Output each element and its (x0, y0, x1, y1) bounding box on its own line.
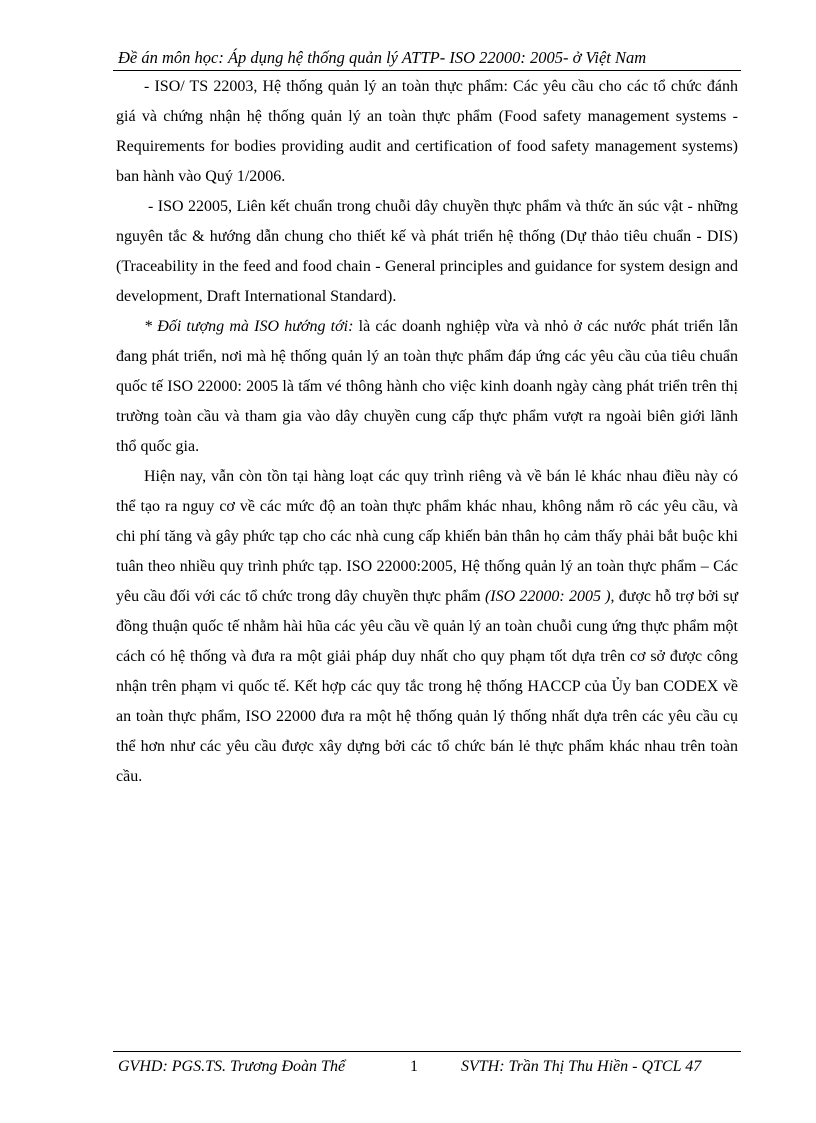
target-audience-heading: * Đối tượng mà ISO hướng tới: (144, 318, 354, 335)
paragraph-current-situation (116, 462, 738, 792)
footer-divider (113, 1051, 741, 1052)
page-number: 1 (410, 1058, 418, 1075)
paragraph-iso-22005: - ISO 22005, Liên kết chuẩn trong chuỗi dây chuyền thực phẩm và thức ăn súc vật - những nguyên tắc & hướng dẫn chung cho thiết kế và phát triển hệ thống (Dự thảo tiêu chuẩn - DIS) (Traceability in the feed and food chain - General principles and guidance for system design and development, Draft International Standard). (116, 198, 738, 305)
paragraph-iso-ts-22003: - ISO/ TS 22003, Hệ thống quản lý an toàn thực phẩm: Các yêu cầu cho các tổ chức đánh giá và chứng nhận hệ thống quản lý an toàn thực phẩm (Food safety management systems - Requirements for bodies providing audit and certification of food safety management systems) ban hành vào Quý 1/2006. (116, 78, 738, 185)
situation-text-part1: Hiện nay, vẫn còn tồn tại hàng loạt các quy trình riêng và về bán lẻ khác nhau điều này có thể tạo ra nguy cơ về các mức độ an toàn thực phẩm khác nhau, không nắm rõ các yêu cầu, và chi phí tăng và gây phức tạp cho các nhà cung cấp khiến bản thân họ cảm thấy phải bắt buộc khi tuân theo nhiều quy trình phức tạp. ISO 22000:2005, Hệ thống quản lý an toàn thực phẩm – Các yêu cầu đối với các tổ chức trong dây chuyền thực phẩm (116, 468, 738, 605)
document-body (116, 72, 738, 792)
page-footer (118, 1056, 738, 1078)
paragraph-target-audience (116, 312, 738, 462)
page-header-title: Đề án môn học: Áp dụng hệ thống quản lý ATTP- ISO 22000: 2005- ở Việt Nam (118, 48, 647, 67)
header-divider (113, 70, 741, 71)
target-audience-text: là các doanh nghiệp vừa và nhỏ ở các nước phát triển lẫn đang phát triển, nơi mà hệ thống quản lý an toàn thực phẩm đáp ứng các yêu cầu của tiêu chuẩn quốc tế ISO 22000: 2005 là tấm vé thông hành cho việc kinh doanh ngày càng phát triển trên thị trường toàn cầu và tham gia vào dây chuyền cung cấp thực phẩm vượt ra ngoài biên giới lãnh thổ quốc gia. (116, 318, 739, 455)
standard-citation: (ISO 22000: 2005 ) (484, 588, 611, 605)
footer-student: SVTH: Trần Thị Thu Hiền - QTCL 47 (461, 1058, 702, 1075)
footer-supervisor: GVHD: PGS.TS. Trương Đoàn Thể (118, 1058, 346, 1075)
situation-text-part2: , được hỗ trợ bởi sự đồng thuận quốc tế nhằm hài hũa các yêu cầu về quản lý an toàn chuỗi cung ứng thực phẩm một cách có hệ thống và đưa ra một giải pháp duy nhất cho quy phạm tốt dựa trên cơ sở được công nhận trên phạm vi quốc tế. Kết hợp các quy tắc trong hệ thống HACCP của Ủy ban CODEX về an toàn thực phẩm, ISO 22000 đưa ra một hệ thống quản lý thống nhất dựa trên các yêu cầu cụ thể hơn như các yêu cầu được xây dựng bởi các tổ chức bán lẻ thực phẩm khác nhau trên toàn cầu. (116, 588, 739, 785)
